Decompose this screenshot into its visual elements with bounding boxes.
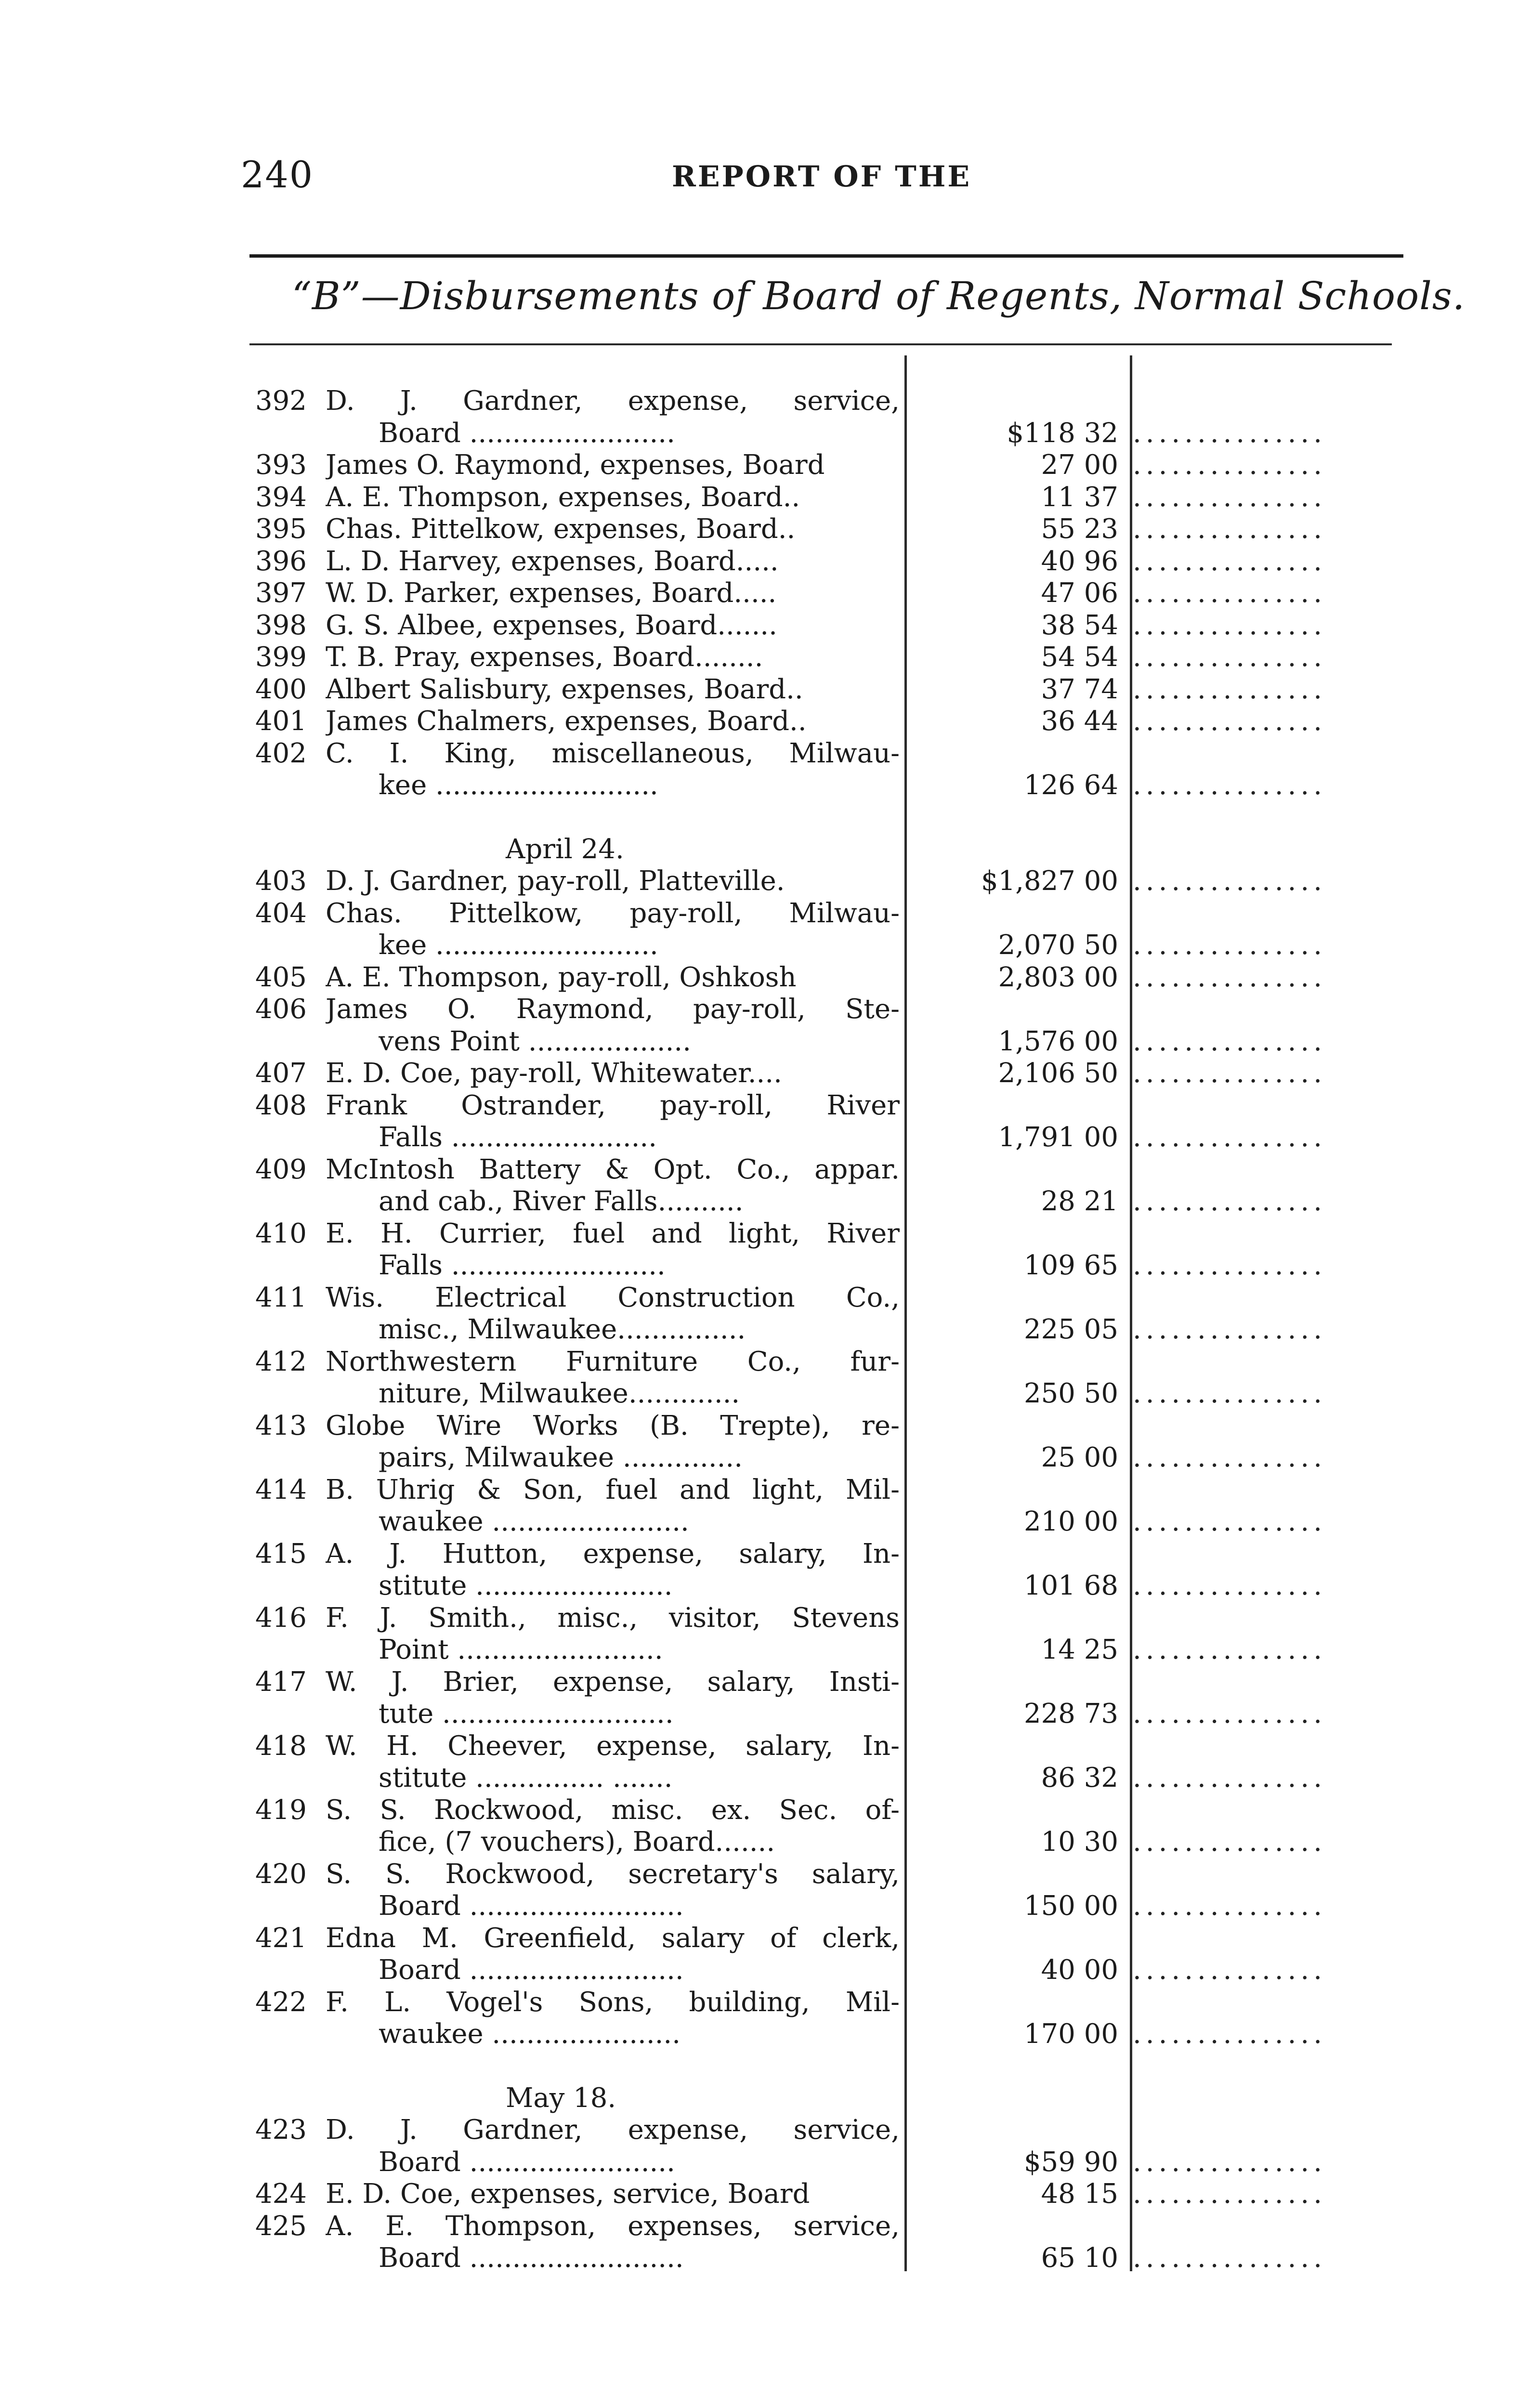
entry-line [0,2242,1518,2275]
entry-description: James Chalmers, expenses, Board.. [326,706,807,737]
entry-description: Falls ........................ [379,1122,657,1153]
entry-description: Globe Wire Works (B. Trepte), re- [326,1410,900,1441]
voucher-entry [0,1058,1518,1090]
voucher-entry [0,706,1518,738]
entry-amount: $59 90 [1024,2146,1118,2178]
entry-description: A. J. Hutton, expense, salary, In- [326,1538,900,1570]
voucher-number: 407 [255,1058,307,1089]
entry-line [0,1954,1518,1987]
entry-description: W. D. Parker, expenses, Board..... [326,577,777,609]
entry-amount: 40 96 [1041,545,1118,577]
entry-line [0,1890,1518,1923]
voucher-entry [0,1858,1518,1923]
entry-description: D. J. Gardner, pay-roll, Platteville. [326,865,785,897]
voucher-number: 424 [255,2178,307,2210]
entry-line [0,1506,1518,1538]
entry-amount: 225 05 [1024,1314,1118,1345]
dot-leader: ............... [1133,1122,1327,1153]
voucher-number: 416 [255,1602,307,1634]
dot-leader: ............... [1133,1025,1327,1057]
voucher-entry [0,482,1518,514]
voucher-number: 397 [255,577,307,609]
voucher-entry [0,674,1518,706]
entry-line [0,1538,1518,1570]
dot-leader: ............... [1133,1186,1327,1217]
voucher-entry [0,1794,1518,1858]
entry-line [0,1442,1518,1474]
entry-line [0,1186,1518,1218]
voucher-number: 402 [255,737,307,769]
entry-description: Board ......................... [379,2242,684,2274]
dot-leader: ............... [1133,961,1327,993]
entry-description: niture, Milwaukee............. [379,1378,740,1409]
entry-line [0,1698,1518,1730]
date-label: April 24. [506,833,624,865]
title-rule [249,343,1392,345]
entry-description: stitute ....................... [379,1570,673,1601]
entry-description: Board ......................... [379,1954,684,1986]
entry-line [0,2178,1518,2211]
entry-description: waukee ....................... [379,1506,689,1537]
entry-line [0,1858,1518,1891]
entry-line [0,641,1518,674]
voucher-entry [0,1666,1518,1730]
voucher-entry [0,962,1518,994]
dot-leader: ............... [1133,417,1327,449]
dot-leader: ............... [1133,1826,1327,1858]
dot-leader: ............... [1133,2146,1327,2178]
voucher-number: 410 [255,1217,307,1249]
voucher-entry [0,449,1518,482]
dot-leader: ............... [1133,1314,1327,1345]
section-title: “B”—Disbursements of Board of Regents, Normal Schools. [292,274,1466,318]
voucher-number: 425 [255,2210,307,2242]
voucher-entry [0,1282,1518,1346]
entry-amount: $1,827 00 [981,865,1118,897]
dot-leader: ............... [1133,1250,1327,1281]
dot-leader: ............... [1133,641,1327,673]
entry-description: Point ........................ [379,1634,663,1665]
entry-line [0,1282,1518,1314]
entry-line [0,418,1518,450]
dot-leader: ............... [1133,1954,1327,1986]
voucher-number: 419 [255,1794,307,1826]
entry-line [0,2146,1518,2179]
entry-amount: 2,070 50 [998,929,1118,961]
entry-description: A. E. Thompson, expenses, service, [326,2210,900,2242]
entry-amount: 40 00 [1041,1954,1118,1986]
voucher-entry [0,577,1518,610]
entry-description: Falls ......................... [379,1250,666,1281]
entry-amount: 10 30 [1041,1826,1118,1858]
voucher-number: 418 [255,1730,307,1762]
entry-amount: 210 00 [1024,1506,1118,1537]
voucher-entry [0,865,1518,898]
header-rule [249,254,1403,258]
voucher-entry [0,2114,1518,2178]
dot-leader: ............... [1133,1698,1327,1729]
entry-description: F. J. Smith., misc., visitor, Stevens [326,1602,900,1634]
entry-line [0,1026,1518,1058]
entry-description: Chas. Pittelkow, pay-roll, Milwau- [326,897,900,929]
entry-description: James O. Raymond, expenses, Board [326,449,825,481]
entry-amount: 28 21 [1041,1186,1118,1217]
entry-description: Board ........................ [379,417,675,449]
running-head: REPORT OF THE [672,160,972,194]
entry-description: Board ........................ [379,2146,675,2178]
voucher-entry [0,1602,1518,1666]
dot-leader: ............... [1133,1890,1327,1922]
dot-leader: ............... [1133,1506,1327,1537]
voucher-number: 393 [255,449,307,481]
entry-amount: 25 00 [1041,1442,1118,1473]
entry-line [0,770,1518,802]
entry-line [0,1090,1518,1122]
voucher-number: 394 [255,481,307,513]
date-heading [0,834,1518,866]
entry-description: stitute ............... ....... [379,1762,673,1793]
entry-description: kee .......................... [379,770,658,801]
entry-description: Board ......................... [379,1890,684,1922]
voucher-entry [0,1154,1518,1218]
entry-description: C. I. King, miscellaneous, Milwau- [326,737,900,769]
entry-description: waukee ...................... [379,2018,681,2050]
entry-amount: 14 25 [1041,1634,1118,1665]
entry-amount: 1,576 00 [998,1025,1118,1057]
entry-description: Wis. Electrical Construction Co., [326,1282,900,1313]
entry-amount: 27 00 [1041,449,1118,481]
entry-description: E. D. Coe, pay-roll, Whitewater.... [326,1058,782,1089]
entry-description: Edna M. Greenfield, salary of clerk, [326,1922,900,1954]
entry-description: D. J. Gardner, expense, service, [326,385,900,417]
dot-leader: ............... [1133,577,1327,609]
voucher-entry [0,994,1518,1058]
entry-line [0,738,1518,770]
entry-description: E. D. Coe, expenses, service, Board [326,2178,810,2210]
entry-description: W. H. Cheever, expense, salary, In- [326,1730,900,1762]
entry-description: Chas. Pittelkow, expenses, Board.. [326,513,796,545]
dot-leader: ............... [1133,1762,1327,1793]
voucher-entry [0,546,1518,578]
voucher-number: 414 [255,1474,307,1505]
entry-line [0,1410,1518,1442]
voucher-number: 406 [255,994,307,1025]
dot-leader: ............... [1133,673,1327,705]
entry-amount: 1,791 00 [998,1122,1118,1153]
entry-line [0,2018,1518,2051]
voucher-entry [0,898,1518,962]
entry-amount: 101 68 [1024,1570,1118,1601]
entry-line [0,1826,1518,1858]
voucher-number: 417 [255,1666,307,1698]
entry-description: Albert Salisbury, expenses, Board.. [326,673,803,705]
voucher-entry [0,610,1518,642]
entry-description: D. J. Gardner, expense, service, [326,2114,900,2146]
entry-description: G. S. Albee, expenses, Board....... [326,609,777,641]
dot-leader: ............... [1133,1634,1327,1665]
entry-description: T. B. Pray, expenses, Board........ [326,641,763,673]
dot-leader: ............... [1133,481,1327,513]
entry-line [0,1634,1518,1666]
entry-line [0,546,1518,578]
entry-description: F. L. Vogel's Sons, building, Mil- [326,1986,900,2018]
entry-amount: 36 44 [1041,706,1118,737]
entry-amount: 2,803 00 [998,961,1118,993]
voucher-number: 401 [255,706,307,737]
disbursement-list [0,385,1518,2275]
voucher-entry [0,1410,1518,1474]
entry-amount: 48 15 [1041,2178,1118,2210]
entry-line [0,610,1518,642]
voucher-entry [0,1218,1518,1282]
voucher-number: 399 [255,641,307,673]
voucher-number: 392 [255,385,307,417]
entry-description: Frank Ostrander, pay-roll, River [326,1089,900,1121]
voucher-entry [0,1987,1518,2051]
entry-line [0,1378,1518,1410]
entry-line [0,1250,1518,1282]
entry-amount: 54 54 [1041,641,1118,673]
voucher-entry [0,1090,1518,1154]
entry-description: pairs, Milwaukee .............. [379,1442,743,1473]
entry-line [0,706,1518,738]
voucher-entry [0,641,1518,674]
voucher-number: 412 [255,1346,307,1377]
entry-line [0,1122,1518,1154]
entry-line [0,1314,1518,1346]
entry-line [0,1730,1518,1763]
entry-description: S. S. Rockwood, misc. ex. Sec. of- [326,1794,900,1826]
voucher-number: 422 [255,1986,307,2018]
entry-line [0,1794,1518,1827]
dot-leader: ............... [1133,1058,1327,1089]
entry-line [0,1570,1518,1602]
entry-line [0,865,1518,898]
dot-leader: ............... [1133,1570,1327,1601]
dot-leader: ............... [1133,706,1327,737]
dot-leader: ............... [1133,929,1327,961]
dot-leader: ............... [1133,2242,1327,2274]
voucher-entry [0,1730,1518,1794]
voucher-number: 404 [255,897,307,929]
entry-line [0,385,1518,418]
voucher-entry [0,385,1518,449]
dot-leader: ............... [1133,1378,1327,1409]
voucher-entry [0,2211,1518,2275]
entry-description: James O. Raymond, pay-roll, Ste- [326,994,900,1025]
entry-description: Northwestern Furniture Co., fur- [326,1346,900,1377]
entry-amount: 86 32 [1041,1762,1118,1793]
entry-description: E. H. Currier, fuel and light, River [326,1217,900,1249]
voucher-number: 398 [255,609,307,641]
entry-description: McIntosh Battery & Opt. Co., appar. [326,1153,900,1185]
entry-amount: 11 37 [1041,481,1118,513]
voucher-number: 395 [255,513,307,545]
entry-description: misc., Milwaukee............... [379,1314,746,1345]
voucher-number: 421 [255,1922,307,1954]
date-heading [0,2082,1518,2115]
page-number: 240 [241,153,314,196]
entry-description: L. D. Harvey, expenses, Board..... [326,545,779,577]
entry-line [0,513,1518,546]
date-label: May 18. [506,2082,616,2114]
entry-description: fice, (7 vouchers), Board....... [379,1826,775,1858]
voucher-entry [0,1538,1518,1602]
dot-leader: ............... [1133,865,1327,897]
entry-line [0,1058,1518,1090]
voucher-entry [0,513,1518,546]
dot-leader: ............... [1133,1442,1327,1473]
entry-amount: 65 10 [1041,2242,1118,2274]
entry-description: vens Point ................... [379,1025,692,1057]
voucher-number: 420 [255,1858,307,1890]
entry-line [0,2211,1518,2243]
voucher-number: 415 [255,1538,307,1570]
voucher-number: 411 [255,1282,307,1313]
entry-amount: 228 73 [1024,1698,1118,1729]
entry-line [0,1762,1518,1794]
entry-description: tute ........................... [379,1698,674,1729]
entry-line [0,929,1518,962]
entry-description: B. Uhrig & Son, fuel and light, Mil- [326,1474,900,1505]
entry-description: W. J. Brier, expense, salary, Insti- [326,1666,900,1698]
entry-amount: 150 00 [1024,1890,1118,1922]
entry-line [0,1666,1518,1699]
entry-line [0,482,1518,514]
entry-description: and cab., River Falls.......... [379,1186,744,1217]
dot-leader: ............... [1133,2018,1327,2050]
entry-line [0,962,1518,994]
dot-leader: ............... [1133,770,1327,801]
entry-amount: 55 23 [1041,513,1118,545]
entry-description: A. E. Thompson, pay-roll, Oshkosh [326,961,797,993]
entry-amount: 126 64 [1024,770,1118,801]
entry-line [0,2114,1518,2146]
entry-amount: 2,106 50 [998,1058,1118,1089]
voucher-entry [0,1346,1518,1410]
entry-description: A. E. Thompson, expenses, Board.. [326,481,800,513]
entry-line [0,577,1518,610]
entry-line [0,1154,1518,1186]
entry-line [0,1346,1518,1378]
voucher-number: 409 [255,1153,307,1185]
voucher-number: 400 [255,673,307,705]
dot-leader: ............... [1133,609,1327,641]
entry-amount: 47 06 [1041,577,1118,609]
entry-line [0,1923,1518,1955]
voucher-entry [0,1923,1518,1987]
entry-line [0,1474,1518,1506]
entry-amount: 250 50 [1024,1378,1118,1409]
entry-description: S. S. Rockwood, secretary's salary, [326,1858,900,1890]
voucher-entry [0,738,1518,802]
dot-leader: ............... [1133,513,1327,545]
entry-line [0,674,1518,706]
voucher-number: 403 [255,865,307,897]
entry-amount: 37 74 [1041,673,1118,705]
dot-leader: ............... [1133,449,1327,481]
entry-line [0,1218,1518,1250]
entry-line [0,898,1518,930]
voucher-number: 413 [255,1410,307,1441]
entry-amount: $118 32 [1007,417,1118,449]
voucher-entry [0,2178,1518,2211]
entry-line [0,449,1518,482]
voucher-number: 408 [255,1089,307,1121]
entry-line [0,1602,1518,1635]
entry-amount: 38 54 [1041,609,1118,641]
voucher-number: 423 [255,2114,307,2146]
dot-leader: ............... [1133,2178,1327,2210]
entry-amount: 109 65 [1024,1250,1118,1281]
entry-line [0,1987,1518,2019]
entry-description: kee .......................... [379,929,658,961]
dot-leader: ............... [1133,545,1327,577]
voucher-number: 396 [255,545,307,577]
voucher-number: 405 [255,961,307,993]
entry-amount: 170 00 [1024,2018,1118,2050]
entry-line [0,994,1518,1026]
voucher-entry [0,1474,1518,1538]
